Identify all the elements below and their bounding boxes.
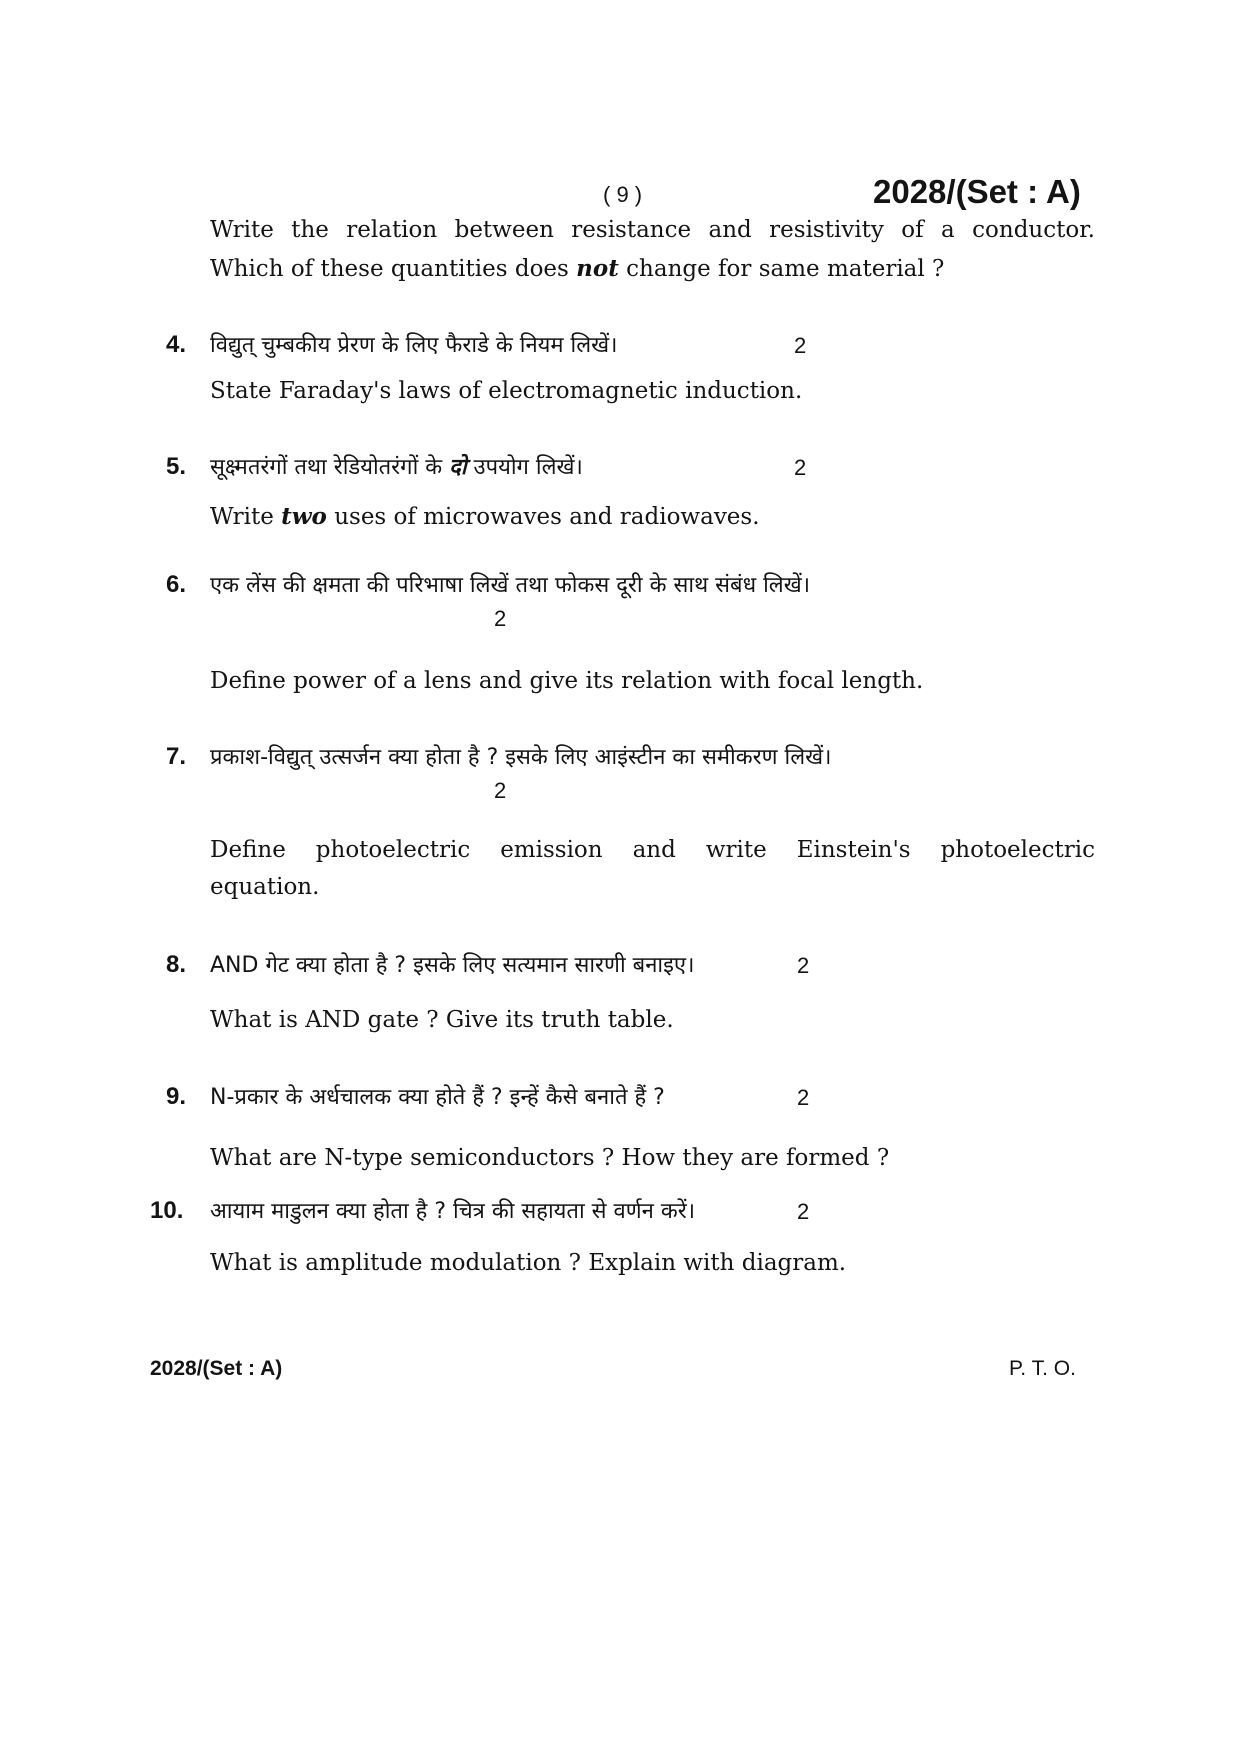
question-number-4: 4. [166, 331, 187, 358]
question-10-marks: 2 [797, 1199, 810, 1224]
page-number: ( 9 ) [603, 182, 643, 207]
question-5-hindi-emphasis: दो [449, 455, 467, 480]
question-number-9: 9. [166, 1083, 187, 1110]
question-4-marks: 2 [794, 333, 807, 358]
question-5-english-emphasis: two [281, 503, 327, 530]
question-6-marks: 2 [494, 606, 507, 631]
question-6-english: Define power of a lens and give its relation with focal length. [210, 668, 924, 694]
question-8-hindi: AND गेट क्या होता है ? इसके लिए सत्यमान सारणी बनाइए। [210, 953, 695, 978]
intro-line-1: Write the relation between resistance and resistivity of a conductor. [210, 217, 1095, 243]
question-7-english-line-2: equation. [210, 874, 320, 900]
paper-code-footer: 2028/(Set : A) [150, 1357, 283, 1380]
question-10-hindi: आयाम माडुलन क्या होता है ? चित्र की सहायता से वर्णन करें। [210, 1199, 696, 1224]
question-number-7: 7. [166, 743, 187, 770]
question-6-hindi: एक लेंस की क्षमता की परिभाषा लिखें तथा फोकस दूरी के साथ संबंध लिखें। [210, 573, 811, 598]
question-8-english: What is AND gate ? Give its truth table. [210, 1007, 674, 1033]
question-number-5: 5. [166, 453, 187, 480]
question-8-marks: 2 [797, 953, 810, 978]
question-5-hindi: सूक्ष्मतरंगों तथा रेडियोतरंगों के दो उपयोग लिखें। [210, 455, 583, 480]
question-7-marks: 2 [494, 778, 507, 803]
question-9-marks: 2 [797, 1085, 810, 1110]
paper-code-header: 2028/(Set : A) [873, 173, 1081, 210]
question-4-english: State Faraday's laws of electromagnetic induction. [210, 378, 803, 404]
question-number-8: 8. [166, 951, 187, 978]
question-number-10: 10. [150, 1197, 184, 1224]
question-5-english: Write two uses of microwaves and radiowaves. [210, 503, 760, 530]
intro-line-2: Which of these quantities does not change for same material ? [210, 255, 945, 282]
question-10-english: What is amplitude modulation ? Explain with diagram. [210, 1250, 847, 1276]
question-number-6: 6. [166, 571, 187, 598]
question-4-hindi: विद्युत् चुम्बकीय प्रेरण के लिए फैराडे के नियम लिखें। [210, 333, 618, 358]
pto-label: P. T. O. [1009, 1357, 1076, 1380]
question-5-marks: 2 [794, 455, 807, 480]
question-7-hindi: प्रकाश-विद्युत् उत्सर्जन क्या होता है ? इसके लिए आइंस्टीन का समीकरण लिखें। [210, 745, 832, 770]
question-9-hindi: N-प्रकार के अर्धचालक क्या होते हैं ? इन्हें कैसे बनाते हैं ? [210, 1085, 665, 1110]
intro-emphasis: not [576, 255, 619, 282]
question-9-english: What are N-type semiconductors ? How they are formed ? [210, 1145, 890, 1171]
question-7-english-line-1: Define photoelectric emission and write Einstein's photoelectric [210, 837, 1095, 863]
